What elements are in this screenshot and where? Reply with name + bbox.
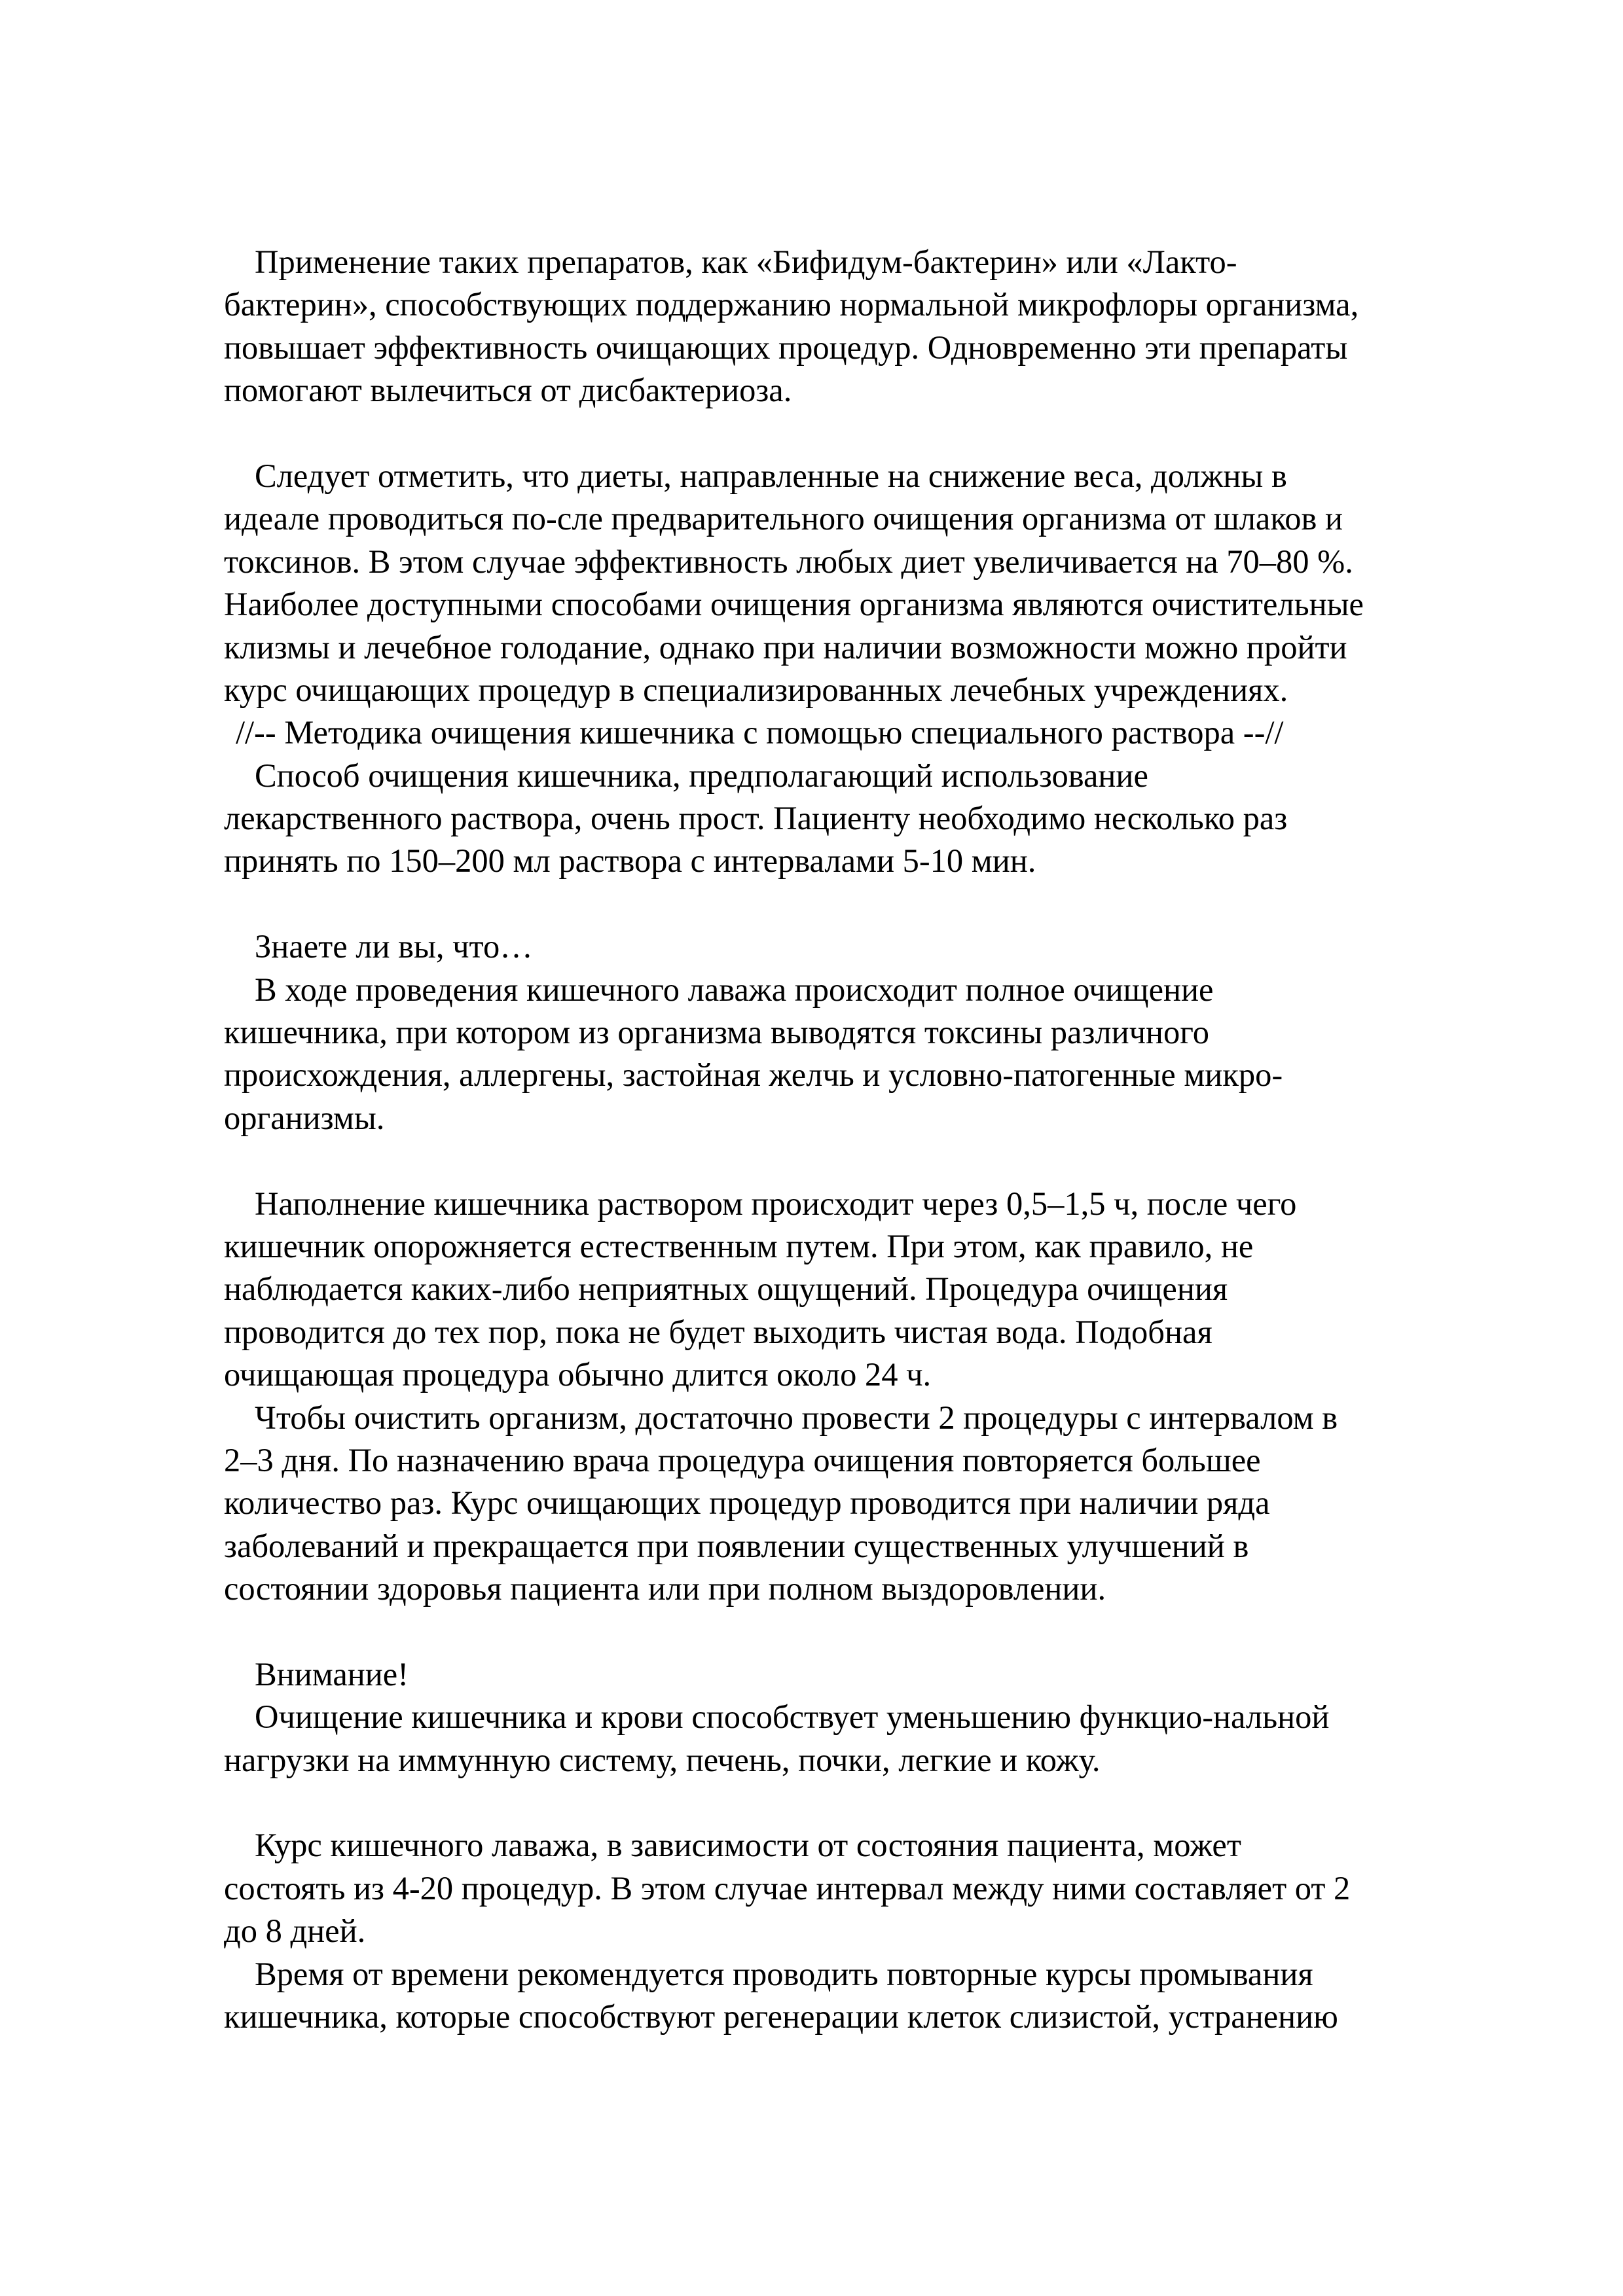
text-line: Применение таких препаратов, как «Бифидум-бактерин» или «Лакто-	[255, 243, 1237, 280]
text-line: кишечника, которые способствуют регенерации клеток слизистой, устранению	[224, 1998, 1338, 2036]
section-heading: //-- Методика очищения кишечника с помощью специального раствора --//	[236, 714, 1284, 751]
text-line: состоять из 4-20 процедур. В этом случае интервал между ними составляет от 2	[224, 1869, 1351, 1907]
text-line: происхождения, аллергены, застойная желчь и условно-патогенные микро-	[224, 1056, 1283, 1094]
text-line: В ходе проведения кишечного лаважа происходит полное очищение	[255, 971, 1214, 1008]
paragraph-gap	[224, 1139, 1507, 1182]
text-line: идеале проводиться по-сле предварительного очищения организма от шлаков и	[224, 500, 1343, 537]
text-line: Следует отметить, что диеты, направленные на снижение веса, должны в	[255, 457, 1287, 494]
document-text	[224, 241, 1507, 2038]
text-line: Наполнение кишечника раствором происходит через 0,5–1,5 ч, после чего	[255, 1185, 1297, 1222]
text-line: заболеваний и прекращается при появлении существенных улучшений в	[224, 1527, 1249, 1564]
text-line: Внимание!	[255, 1655, 409, 1693]
text-line: принять по 150–200 мл раствора с интервалами 5-10 мин.	[224, 842, 1036, 880]
text-line: состоянии здоровья пациента или при полном выздоровлении.	[224, 1570, 1106, 1607]
text-line: Наиболее доступными способами очищения организма являются очистительные	[224, 586, 1364, 623]
paragraph-gap	[224, 412, 1507, 455]
text-line: Способ очищения кишечника, предполагающий использование	[255, 757, 1148, 794]
text-line: повышает эффективность очищающих процедур. Одновременно эти препараты	[224, 329, 1348, 366]
text-line: Курс кишечного лаважа, в зависимости от состояния пациента, может	[255, 1827, 1241, 1864]
paragraph-gap	[224, 883, 1507, 925]
text-line: помогают вылечиться от дисбактериоза.	[224, 372, 792, 409]
text-line: Чтобы очистить организм, достаточно провести 2 процедуры с интервалом в	[255, 1399, 1338, 1436]
text-line: наблюдается каких-либо неприятных ощущений. Процедура очищения	[224, 1270, 1228, 1308]
text-line: количество раз. Курс очищающих процедур проводится при наличии ряда	[224, 1484, 1270, 1522]
text-line: 2–3 дня. По назначению врача процедура очищения повторяется большее	[224, 1441, 1261, 1479]
text-line: кишечника, при котором из организма выводятся токсины различного	[224, 1014, 1210, 1051]
paragraph-gap	[224, 1611, 1507, 1653]
text-line: бактерин», способствующих поддержанию нормальной микрофлоры организма,	[224, 286, 1359, 323]
text-line: очищающая процедура обычно длится около 24 ч.	[224, 1356, 932, 1393]
text-line: Время от времени рекомендуется проводить повторные курсы промывания	[255, 1955, 1313, 1992]
text-line: до 8 дней.	[224, 1912, 366, 1950]
text-line: Знаете ли вы, что…	[255, 928, 533, 965]
text-line: клизмы и лечебное голодание, однако при наличии возможности можно пройти	[224, 628, 1347, 666]
text-line: курс очищающих процедур в специализированных лечебных учреждениях.	[224, 671, 1288, 708]
text-line: нагрузки на иммунную систему, печень, почки, легкие и кожу.	[224, 1741, 1101, 1778]
text-line: токсинов. В этом случае эффективность любых диет увеличивается на 70–80 %.	[224, 543, 1353, 580]
text-line: проводится до тех пор, пока не будет выходить чистая вода. Подобная	[224, 1313, 1213, 1350]
paragraph-gap	[224, 1782, 1507, 1824]
text-line: кишечник опорожняется естественным путем. При этом, как правило, не	[224, 1227, 1254, 1265]
text-line: лекарственного раствора, очень прост. Пациенту необходимо несколько раз	[224, 800, 1288, 837]
text-line: Очищение кишечника и крови способствует уменьшению функцио-нальной	[255, 1698, 1330, 1736]
text-line: организмы.	[224, 1099, 385, 1136]
